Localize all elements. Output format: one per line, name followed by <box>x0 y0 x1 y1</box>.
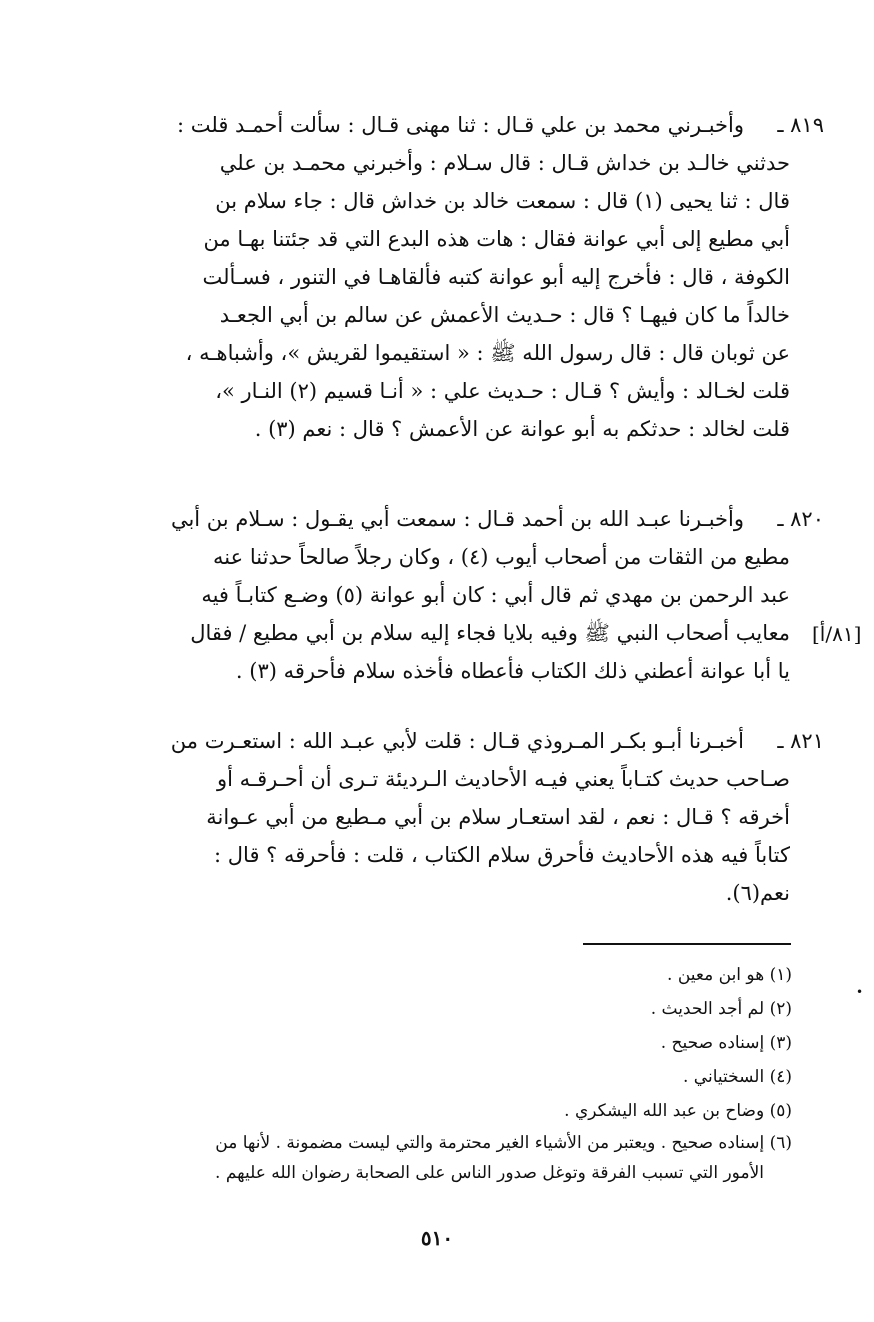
entry-number: ٨٢١ ـ <box>777 729 824 753</box>
footnote-3: (٣) إسناده صحيح . <box>660 1033 792 1053</box>
entry-line: قال : ثنا يحيى (١) قال : سمعت خالد بن خداش قال : جاء سلام بن <box>215 189 790 213</box>
entry-line: قلت لخـالد : وأيش ؟ قـال : حـديث علي : « أنـا قسيم (٢) النـار »، <box>215 379 790 403</box>
entry-line: أبي مطيع إلى أبي عوانة فقال : هات هذه البدع التي قد جئتنا بهـا من <box>203 227 790 251</box>
entry-line: عن ثوبان قال : قال رسول الله ﷺ : « استقيموا لقريش »، وأشباهـه ، <box>185 341 790 365</box>
footnotes <box>100 958 792 1188</box>
entry-line: أخرقه ؟ قـال : نعم ، لقد استعـار سلام بن أبي مـطيع من أبي عـوانة <box>206 805 790 829</box>
footnote-6-line-1: (٦) إسناده صحيح . ويعتبر من الأشياء الغير محترمة والتي ليست مضمونة . لأنها من <box>215 1133 792 1153</box>
stray-dot-mark: • <box>856 985 864 999</box>
entry-line: قلت لخالد : حدثكم به أبو عوانة عن الأعمش ؟ قال : نعم (٣) . <box>254 417 790 441</box>
entry-line: صـاحب حديث كتـاباً يعني فيـه الأحاديث الـرديئة تـرى أن أحـرقـه أو <box>217 767 790 791</box>
margin-folio-note: [٨١/أ] <box>812 622 862 646</box>
entry-line: الكوفة ، قال : فأخرج إليه أبو عوانة كتبه فألقاهـا في التنور ، فسـألت <box>202 265 790 289</box>
footnote-6 <box>100 1128 792 1188</box>
entry-number: ٨١٩ ـ <box>777 113 824 137</box>
footnote-separator <box>583 943 791 945</box>
entry-line: عبد الرحمن بن مهدي ثم قال أبي : كان أبو عوانة (٥) وضـع كتابـاً فيه <box>201 583 790 607</box>
entry-line: حدثني خالـد بن خداش قـال : قال سـلام : وأخبرني محمـد بن علي <box>219 151 790 175</box>
entry-820 <box>100 500 824 690</box>
entry-line: كتاباً فيه هذه الأحاديث فأحرق سلام الكتاب ، قلت : فأحرقه ؟ قال : <box>214 843 790 867</box>
entry-line: يا أبا عوانة أعطني ذلك الكتاب فأعطاه فأخذه سلام فأحرقه (٣) . <box>235 659 790 683</box>
footnote-2: (٢) لم أجد الحديث . <box>650 999 792 1019</box>
entry-line: نعم(٦). <box>725 881 790 905</box>
footnote-5: (٥) وضاح بن عبد الله اليشكري . <box>564 1101 792 1121</box>
footnote-6-line-2: الأمور التي تسبب الفرقة وتوغل صدور الناس على الصحابة رضوان الله عليهم . <box>215 1163 764 1183</box>
entry-line: معايب أصحاب النبي ﷺ وفيه بلايا فجاء إليه سلام بن أبي مطيع / فقال <box>190 621 790 645</box>
entry-819 <box>100 106 824 448</box>
entry-number: ٨٢٠ ـ <box>777 507 824 531</box>
entry-line: أخبـرنا أبـو بكـر المـروذي قـال : قلت لأبي عبـد الله : استعـرت من <box>170 729 744 753</box>
page-number: ٥١٠ <box>420 1226 454 1250</box>
entry-line: خالداً ما كان فيهـا ؟ قال : حـديث الأعمش عن سالم بن أبي الجعـد <box>219 303 790 327</box>
footnote-1: (١) هو ابن معين . <box>667 965 792 985</box>
entry-line: وأخبـرنا عبـد الله بن أحمد قـال : سمعت أبي يقـول : سـلام بن أبي <box>170 507 744 531</box>
entry-line: وأخبـرني محمد بن علي قـال : ثنا مهنى قـال : سألت أحمـد قلت : <box>177 113 744 137</box>
entry-821 <box>100 722 824 912</box>
entry-line: مطيع من الثقات من أصحاب أيوب (٤) ، وكان رجلاً صالحاً حدثنا عنه <box>213 545 790 569</box>
footnote-4: (٤) السختياني . <box>682 1067 792 1087</box>
